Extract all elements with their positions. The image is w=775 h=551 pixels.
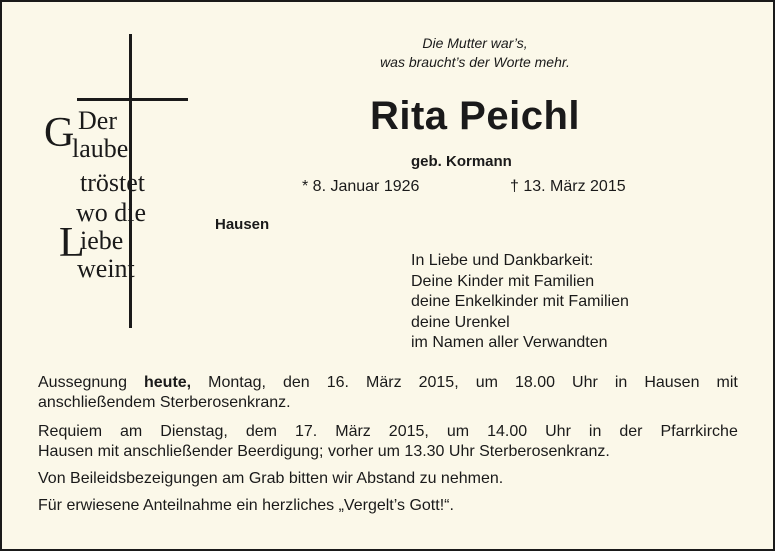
notice-blessing <box>38 373 738 413</box>
notice-word: am <box>120 423 143 440</box>
notice-word: 18.00 <box>514 374 555 391</box>
poem-line-2: laube <box>72 134 129 163</box>
notice-word: März <box>366 374 402 391</box>
notice-word: 14.00 <box>487 423 528 440</box>
notice-condolences <box>38 469 738 489</box>
notice-word: Requiem <box>38 423 103 440</box>
notice-word: Pfarrkirche <box>660 423 738 440</box>
motto <box>340 34 610 72</box>
poem-line-6: weint <box>77 254 135 283</box>
poem-capital-l: L <box>59 220 85 266</box>
notice-condolences-text: Von Beileidsbezeigungen am Grab bitten wir Abstand zu nehmen. <box>38 470 504 487</box>
notice-thanks-text: Für erwiesene Anteilnahme ein herzliches „Vergelt’s Gott!“. <box>38 497 454 514</box>
notice-word: den <box>283 374 310 391</box>
mourners-line: In Liebe und Dankbarkeit: <box>411 252 594 269</box>
notice-word: 16. <box>326 374 349 391</box>
notice-requiem-line-1 <box>38 422 738 442</box>
maiden-name: geb. Kormann <box>411 153 512 170</box>
notice-word: mit <box>716 374 738 391</box>
notice-word: der <box>619 423 643 440</box>
notice-blessing-line-1 <box>38 373 738 393</box>
notice-thanks <box>38 496 738 516</box>
cross-horizontal-bar <box>77 98 188 101</box>
notice-word: Aussegnung <box>38 374 127 391</box>
notice-word: Montag, <box>208 374 266 391</box>
notice-word: um <box>446 423 470 440</box>
notice-word: März <box>335 423 371 440</box>
deceased-name: Rita Peichl <box>369 94 580 138</box>
poem-line-5: iebe <box>80 226 124 255</box>
notice-word: 17. <box>294 423 318 440</box>
motto-line-2: was braucht’s der Worte mehr. <box>380 54 570 70</box>
notice-word-today: heute, <box>144 374 192 391</box>
notice-word: 2015, <box>388 423 429 440</box>
notice-word: Dienstag, <box>160 423 228 440</box>
notice-word: um <box>475 374 498 391</box>
notice-word: Uhr <box>572 374 598 391</box>
residence-place: Hausen <box>215 216 270 233</box>
notice-requiem-line-2: Hausen mit anschließender Beerdigung; vorher um 13.30 Uhr Sterberosenkranz. <box>38 443 610 460</box>
motto-line-1: Die Mutter war’s, <box>422 35 528 51</box>
mourners-line: deine Urenkel <box>411 313 510 331</box>
notice-word: Hausen <box>644 374 700 391</box>
notice-word: in <box>588 423 602 440</box>
mourners-line: Deine Kinder mit Familien <box>411 272 595 290</box>
notice-blessing-line-2: anschließendem Sterberosenkranz. <box>38 394 291 411</box>
notice-word: Uhr <box>545 423 571 440</box>
mourners-list <box>411 251 629 354</box>
notice-word: dem <box>245 423 277 440</box>
mourners-line: deine Enkelkinder mit Familien <box>411 293 629 310</box>
poem-capital-g: G <box>44 110 75 156</box>
death-date: † 13. März 2015 <box>510 178 626 195</box>
notice-word: in <box>614 374 628 391</box>
notice-requiem <box>38 422 738 462</box>
birth-date: * 8. Januar 1926 <box>302 178 420 195</box>
notice-word: 2015, <box>418 374 459 391</box>
poem-line-4: wo die <box>76 198 147 227</box>
poem-line-3: tröstet <box>80 168 145 197</box>
mourners-line: im Namen aller Verwandten <box>411 334 608 351</box>
poem-line-1: Der <box>78 106 117 135</box>
